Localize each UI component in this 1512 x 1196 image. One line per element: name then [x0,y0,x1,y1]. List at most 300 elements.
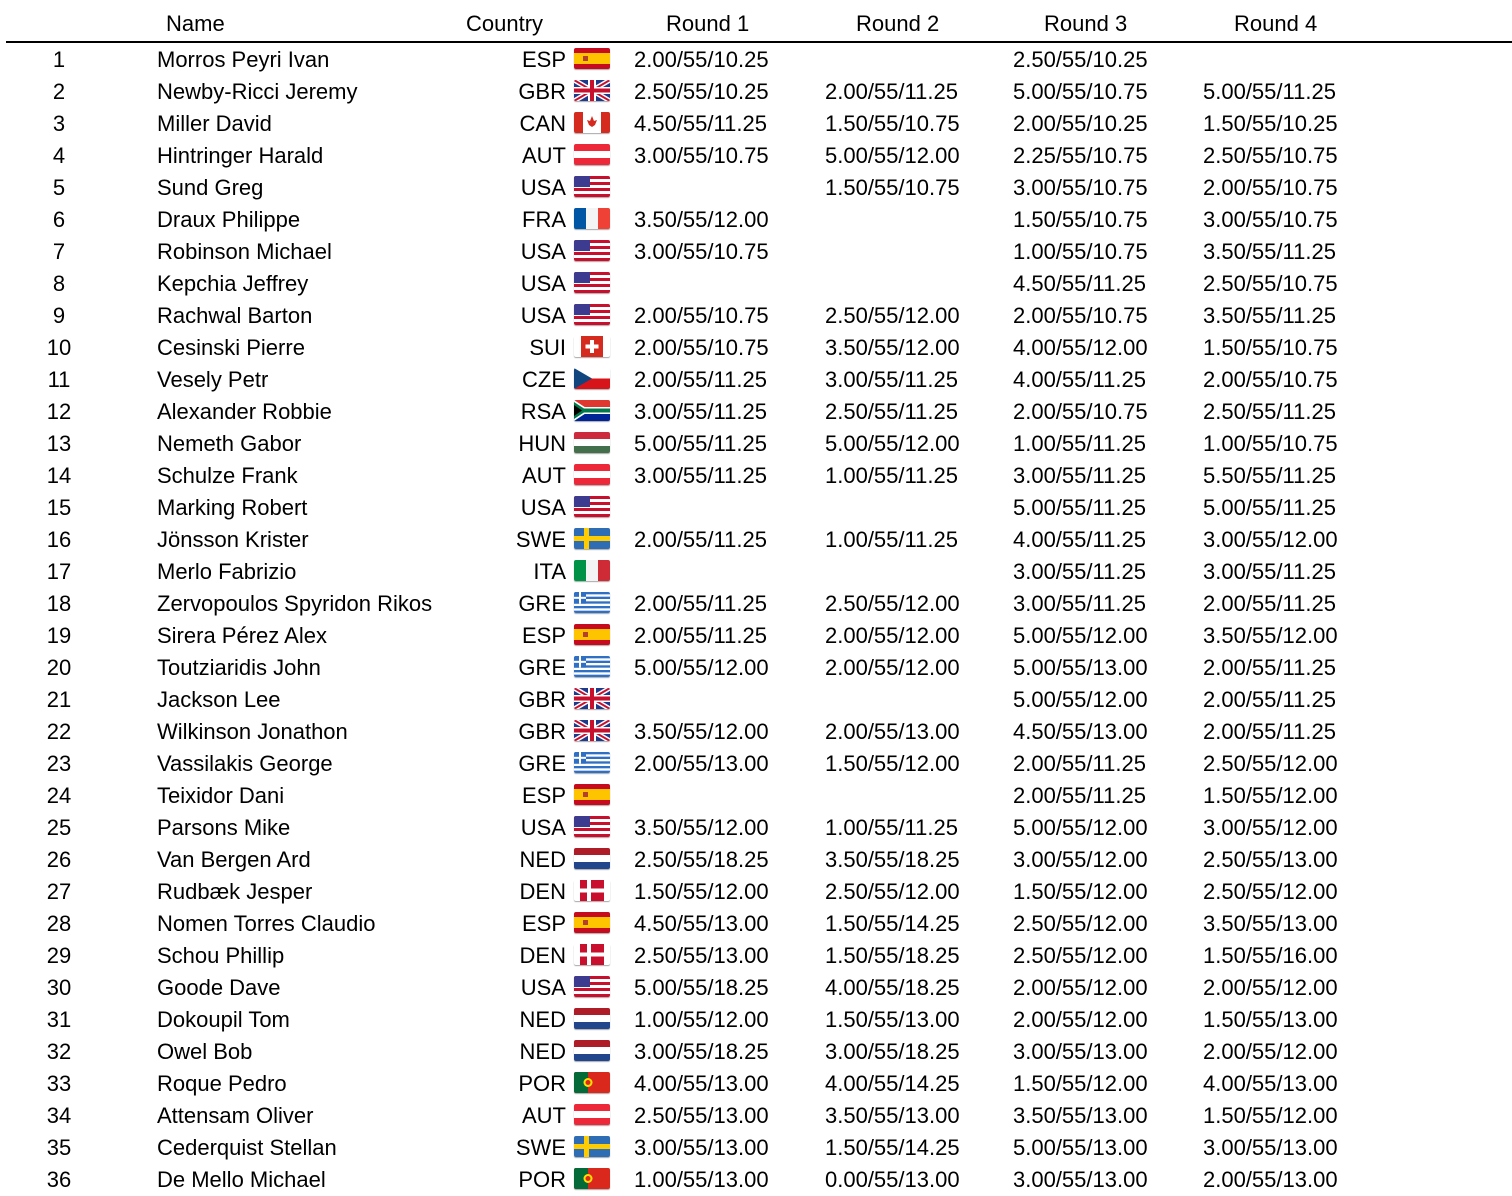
round-1-cell: 2.50/55/13.00 [634,943,769,968]
round-4-cell: 3.50/55/11.25 [1203,303,1336,328]
round-3-cell: 1.50/55/10.75 [1013,207,1148,232]
country-code-cell: NED [519,1007,566,1032]
rank-cell: 21 [46,687,72,712]
header-divider [6,41,1512,43]
name-cell: Parsons Mike [157,815,291,840]
round-3-cell: 3.00/55/13.00 [1013,1039,1148,1064]
table-row [0,780,1512,812]
country-code-cell: AUT [522,1103,566,1128]
round-4-cell: 3.00/55/13.00 [1203,1135,1338,1160]
name-cell: Attensam Oliver [157,1103,314,1128]
uk-flag-icon [574,80,610,101]
round-4-cell: 1.50/55/10.25 [1203,111,1338,136]
round-1-cell: 3.50/55/12.00 [634,719,769,744]
name-cell: Rachwal Barton [157,303,313,328]
round-4-cell: 1.50/55/10.75 [1203,335,1338,360]
round-2-cell: 3.50/55/13.00 [825,1103,960,1128]
country-code-cell: ESP [521,623,566,648]
country-code-cell: RSA [520,399,566,424]
round-4-cell: 1.50/55/12.00 [1203,783,1338,808]
round-4-cell: 2.00/55/10.75 [1203,367,1338,392]
name-cell: Zervopoulos Spyridon Rikos [157,591,433,616]
table-row [0,460,1512,492]
round-4-cell: 3.50/55/11.25 [1203,239,1336,264]
table-row [0,556,1512,588]
name-cell: Nomen Torres Claudio [157,911,376,936]
round-3-cell: 5.00/55/12.00 [1013,623,1148,648]
denmark-flag-icon [574,944,610,965]
name-cell: Newby-Ricci Jeremy [157,79,358,104]
rank-cell: 27 [46,879,72,904]
country-code-cell: GBR [518,719,566,744]
france-flag-icon [574,208,610,229]
greece-flag-icon [574,656,610,677]
country-code-cell: DEN [519,943,566,968]
table-row [0,524,1512,556]
country-code-cell: CZE [522,367,566,392]
usa-flag-icon [574,496,610,517]
round-4-cell: 2.00/55/10.75 [1203,175,1338,200]
round-1-cell: 3.00/55/18.25 [634,1039,769,1064]
round-2-cell: 1.00/55/11.25 [825,527,958,552]
round-4-cell: 2.00/55/12.00 [1203,975,1338,1000]
round-3-cell: 4.00/55/11.25 [1013,527,1146,552]
name-cell: Hintringer Harald [157,143,324,168]
round-3-cell: 5.00/55/12.00 [1013,815,1148,840]
name-cell: Robinson Michael [157,239,332,264]
column-header-round-1: Round 1 [666,11,750,36]
round-3-cell: 3.00/55/12.00 [1013,847,1148,872]
table-row [0,684,1512,716]
rank-cell: 10 [46,335,72,360]
round-3-cell: 1.50/55/12.00 [1013,879,1148,904]
table-row [0,268,1512,300]
name-cell: Rudbæk Jesper [157,879,313,904]
name-cell: Sund Greg [157,175,264,200]
usa-flag-icon [574,240,610,261]
round-3-cell: 3.00/55/11.25 [1013,463,1146,488]
country-code-cell: GBR [518,687,566,712]
country-code-cell: GRE [518,591,566,616]
netherlands-flag-icon [574,1040,610,1061]
country-code-cell: USA [520,815,566,840]
usa-flag-icon [574,304,610,325]
country-code-cell: AUT [522,143,566,168]
uk-flag-icon [574,688,610,709]
table-row [0,44,1512,76]
round-4-cell: 2.00/55/11.25 [1203,655,1336,680]
round-4-cell: 1.50/55/13.00 [1203,1007,1338,1032]
rank-cell: 20 [46,655,72,680]
italy-flag-icon [574,560,610,581]
round-4-cell: 4.00/55/13.00 [1203,1071,1338,1096]
round-4-cell: 2.00/55/11.25 [1203,591,1336,616]
round-4-cell: 1.00/55/10.75 [1203,431,1338,456]
country-code-cell: GRE [518,655,566,680]
rank-cell: 16 [46,527,72,552]
round-1-cell: 3.00/55/13.00 [634,1135,769,1160]
country-code-cell: FRA [522,207,566,232]
rank-cell: 25 [46,815,72,840]
round-1-cell: 2.50/55/10.25 [634,79,769,104]
country-code-cell: DEN [519,879,566,904]
austria-flag-icon [574,1104,610,1125]
table-row [0,1004,1512,1036]
round-3-cell: 5.00/55/11.25 [1013,495,1146,520]
round-2-cell: 1.00/55/11.25 [825,815,958,840]
rank-cell: 9 [52,303,66,328]
country-code-cell: GRE [518,751,566,776]
rank-cell: 19 [46,623,72,648]
table-row [0,748,1512,780]
name-cell: Miller David [157,111,272,136]
spain-flag-icon [574,624,610,645]
round-1-cell: 2.00/55/11.25 [634,623,767,648]
round-3-cell: 2.00/55/11.25 [1013,783,1146,808]
table-row [0,300,1512,332]
czech-flag-icon [574,368,610,389]
round-4-cell: 5.50/55/11.25 [1203,463,1336,488]
rank-cell: 29 [46,943,72,968]
round-1-cell: 3.00/55/11.25 [634,463,767,488]
rank-cell: 13 [46,431,72,456]
table-row [0,620,1512,652]
rank-cell: 35 [46,1135,72,1160]
usa-flag-icon [574,816,610,837]
round-1-cell: 3.50/55/12.00 [634,207,769,232]
sweden-flag-icon [574,528,610,549]
table-row [0,364,1512,396]
round-4-cell: 2.50/55/13.00 [1203,847,1338,872]
name-cell: Vesely Petr [157,367,269,392]
round-1-cell: 2.00/55/11.25 [634,527,767,552]
round-3-cell: 3.00/55/10.75 [1013,175,1148,200]
country-code-cell: AUT [522,463,566,488]
table-row [0,76,1512,108]
round-4-cell: 2.50/55/10.75 [1203,143,1338,168]
round-3-cell: 3.00/55/11.25 [1013,559,1146,584]
rank-cell: 23 [46,751,72,776]
round-1-cell: 2.00/55/10.75 [634,335,769,360]
round-3-cell: 5.00/55/12.00 [1013,687,1148,712]
greece-flag-icon [574,752,610,773]
country-code-cell: SWE [515,1135,566,1160]
country-code-cell: POR [518,1167,566,1192]
uk-flag-icon [574,720,610,741]
round-2-cell: 2.00/55/11.25 [825,79,958,104]
round-1-cell: 4.50/55/11.25 [634,111,767,136]
round-1-cell: 1.50/55/12.00 [634,879,769,904]
denmark-flag-icon [574,880,610,901]
rank-cell: 30 [46,975,72,1000]
rank-cell: 8 [52,271,66,296]
country-code-cell: CAN [519,111,566,136]
round-2-cell: 4.00/55/18.25 [825,975,960,1000]
round-1-cell: 1.00/55/13.00 [634,1167,769,1192]
round-1-cell: 5.00/55/11.25 [634,431,767,456]
country-code-cell: SUI [529,335,566,360]
round-3-cell: 2.25/55/10.75 [1013,143,1148,168]
rank-cell: 17 [46,559,72,584]
round-3-cell: 3.50/55/13.00 [1013,1103,1148,1128]
rank-cell: 26 [46,847,72,872]
table-row [0,940,1512,972]
table-row [0,332,1512,364]
rank-cell: 36 [46,1167,72,1192]
round-1-cell: 2.00/55/10.75 [634,303,769,328]
round-3-cell: 1.00/55/10.75 [1013,239,1148,264]
name-cell: Jackson Lee [157,687,281,712]
portugal-flag-icon [574,1168,610,1189]
round-4-cell: 2.00/55/13.00 [1203,1167,1338,1192]
round-2-cell: 1.50/55/12.00 [825,751,960,776]
round-3-cell: 1.50/55/12.00 [1013,1071,1148,1096]
rank-cell: 34 [46,1103,72,1128]
rank-cell: 4 [52,143,66,168]
austria-flag-icon [574,144,610,165]
rank-cell: 24 [46,783,72,808]
round-2-cell: 5.00/55/12.00 [825,143,960,168]
round-1-cell: 5.00/55/12.00 [634,655,769,680]
country-code-cell: USA [520,303,566,328]
usa-flag-icon [574,976,610,997]
round-4-cell: 2.00/55/12.00 [1203,1039,1338,1064]
name-cell: Dokoupil Tom [157,1007,290,1032]
round-1-cell: 2.50/55/13.00 [634,1103,769,1128]
round-1-cell: 2.00/55/13.00 [634,751,769,776]
round-1-cell: 4.00/55/13.00 [634,1071,769,1096]
name-cell: Cesinski Pierre [157,335,305,360]
round-4-cell: 2.50/55/11.25 [1203,399,1336,424]
round-1-cell: 1.00/55/12.00 [634,1007,769,1032]
name-cell: Toutziaridis John [157,655,321,680]
usa-flag-icon [574,176,610,197]
round-3-cell: 5.00/55/13.00 [1013,655,1148,680]
round-3-cell: 2.00/55/10.25 [1013,111,1148,136]
canada-flag-icon [574,112,610,133]
round-1-cell: 3.00/55/11.25 [634,399,767,424]
round-1-cell: 2.00/55/11.25 [634,367,767,392]
country-code-cell: HUN [518,431,566,456]
table-row [0,876,1512,908]
name-cell: Schulze Frank [157,463,298,488]
round-4-cell: 3.00/55/11.25 [1203,559,1336,584]
round-4-cell: 3.00/55/10.75 [1203,207,1338,232]
round-3-cell: 4.00/55/11.25 [1013,367,1146,392]
country-code-cell: USA [520,271,566,296]
table-row [0,1164,1512,1196]
rank-cell: 1 [52,47,66,72]
country-code-cell: USA [520,175,566,200]
round-1-cell: 2.00/55/11.25 [634,591,767,616]
hungary-flag-icon [574,432,610,453]
rank-cell: 18 [46,591,72,616]
round-2-cell: 2.50/55/12.00 [825,591,960,616]
round-4-cell: 2.50/55/12.00 [1203,751,1338,776]
name-cell: Merlo Fabrizio [157,559,297,584]
name-cell: Goode Dave [157,975,281,1000]
round-3-cell: 2.00/55/10.75 [1013,399,1148,424]
rank-cell: 12 [46,399,72,424]
column-header-country: Country [466,11,544,36]
portugal-flag-icon [574,1072,610,1093]
rank-cell: 5 [52,175,66,200]
name-cell: Nemeth Gabor [157,431,302,456]
round-3-cell: 5.00/55/10.75 [1013,79,1148,104]
round-3-cell: 4.50/55/11.25 [1013,271,1146,296]
rank-cell: 6 [52,207,66,232]
results-table-body [0,44,1512,1196]
round-4-cell: 3.50/55/12.00 [1203,623,1338,648]
switzerland-flag-icon [574,336,610,357]
column-header-round-4: Round 4 [1234,11,1318,36]
table-row [0,1100,1512,1132]
round-3-cell: 5.00/55/13.00 [1013,1135,1148,1160]
table-row [0,1036,1512,1068]
round-2-cell: 2.00/55/12.00 [825,623,960,648]
round-1-cell: 2.50/55/18.25 [634,847,769,872]
table-row [0,652,1512,684]
round-3-cell: 2.50/55/12.00 [1013,943,1148,968]
table-row [0,204,1512,236]
name-cell: Roque Pedro [157,1071,287,1096]
country-code-cell: NED [519,847,566,872]
name-cell: Alexander Robbie [157,399,332,424]
round-3-cell: 2.50/55/10.25 [1013,47,1148,72]
country-code-cell: USA [520,239,566,264]
country-code-cell: USA [520,495,566,520]
round-4-cell: 5.00/55/11.25 [1203,79,1336,104]
round-3-cell: 2.00/55/12.00 [1013,975,1148,1000]
table-row [0,812,1512,844]
table-row [0,172,1512,204]
round-3-cell: 4.50/55/13.00 [1013,719,1148,744]
table-row [0,972,1512,1004]
name-cell: Morros Peyri Ivan [157,47,330,72]
netherlands-flag-icon [574,1008,610,1029]
table-row [0,428,1512,460]
round-1-cell: 5.00/55/18.25 [634,975,769,1000]
rank-cell: 7 [52,239,66,264]
round-4-cell: 3.00/55/12.00 [1203,815,1338,840]
round-1-cell: 3.00/55/10.75 [634,239,769,264]
round-1-cell: 3.00/55/10.75 [634,143,769,168]
name-cell: Sirera Pérez Alex [157,623,327,648]
name-cell: Van Bergen Ard [157,847,311,872]
spain-flag-icon [574,48,610,69]
name-cell: Marking Robert [157,495,308,520]
south-africa-flag-icon [574,400,610,421]
round-2-cell: 2.50/55/11.25 [825,399,958,424]
round-2-cell: 2.50/55/12.00 [825,303,960,328]
round-3-cell: 2.00/55/10.75 [1013,303,1148,328]
round-2-cell: 1.50/55/10.75 [825,111,960,136]
country-code-cell: ITA [533,559,566,584]
round-2-cell: 2.00/55/12.00 [825,655,960,680]
table-row [0,588,1512,620]
round-3-cell: 2.50/55/12.00 [1013,911,1148,936]
country-code-cell: ESP [521,47,566,72]
round-4-cell: 3.00/55/12.00 [1203,527,1338,552]
country-code-cell: SWE [515,527,566,552]
round-2-cell: 1.50/55/10.75 [825,175,960,200]
name-cell: Owel Bob [157,1039,253,1064]
round-2-cell: 3.50/55/18.25 [825,847,960,872]
greece-flag-icon [574,592,610,613]
spain-flag-icon [574,912,610,933]
round-2-cell: 1.50/55/13.00 [825,1007,960,1032]
round-2-cell: 5.00/55/12.00 [825,431,960,456]
table-row [0,1068,1512,1100]
name-cell: Teixidor Dani [157,783,285,808]
rank-cell: 31 [46,1007,72,1032]
round-2-cell: 1.50/55/14.25 [825,1135,960,1160]
table-row [0,396,1512,428]
rank-cell: 11 [47,367,71,392]
name-cell: Cederquist Stellan [157,1135,337,1160]
round-3-cell: 3.00/55/13.00 [1013,1167,1148,1192]
country-code-cell: USA [520,975,566,1000]
round-4-cell: 5.00/55/11.25 [1203,495,1336,520]
round-2-cell: 2.00/55/13.00 [825,719,960,744]
column-header-round-3: Round 3 [1044,11,1128,36]
country-code-cell: POR [518,1071,566,1096]
rank-cell: 2 [52,79,66,104]
name-cell: De Mello Michael [157,1167,326,1192]
round-2-cell: 0.00/55/13.00 [825,1167,960,1192]
sweden-flag-icon [574,1136,610,1157]
rank-cell: 28 [46,911,72,936]
round-4-cell: 1.50/55/16.00 [1203,943,1338,968]
netherlands-flag-icon [574,848,610,869]
rank-cell: 33 [46,1071,72,1096]
round-2-cell: 2.50/55/12.00 [825,879,960,904]
table-row [0,140,1512,172]
table-row [0,908,1512,940]
round-2-cell: 1.50/55/14.25 [825,911,960,936]
round-3-cell: 4.00/55/12.00 [1013,335,1148,360]
country-code-cell: ESP [521,911,566,936]
table-row [0,716,1512,748]
country-code-cell: NED [519,1039,566,1064]
rank-cell: 15 [46,495,72,520]
round-1-cell: 4.50/55/13.00 [634,911,769,936]
column-header-round-2: Round 2 [856,11,940,36]
round-2-cell: 1.00/55/11.25 [825,463,958,488]
table-row [0,492,1512,524]
table-row [0,108,1512,140]
rank-cell: 14 [46,463,72,488]
round-3-cell: 2.00/55/11.25 [1013,751,1146,776]
round-2-cell: 3.50/55/12.00 [825,335,960,360]
country-code-cell: ESP [521,783,566,808]
name-cell: Kepchia Jeffrey [157,271,309,296]
name-cell: Draux Philippe [157,207,301,232]
table-header [0,8,1512,40]
round-4-cell: 2.50/55/10.75 [1203,271,1338,296]
name-cell: Wilkinson Jonathon [157,719,348,744]
round-1-cell: 3.50/55/12.00 [634,815,769,840]
round-2-cell: 1.50/55/18.25 [825,943,960,968]
table-row [0,236,1512,268]
country-code-cell: GBR [518,79,566,104]
round-2-cell: 3.00/55/18.25 [825,1039,960,1064]
usa-flag-icon [574,272,610,293]
round-4-cell: 2.00/55/11.25 [1203,719,1336,744]
rank-cell: 3 [52,111,66,136]
round-4-cell: 1.50/55/12.00 [1203,1103,1338,1128]
round-3-cell: 2.00/55/12.00 [1013,1007,1148,1032]
